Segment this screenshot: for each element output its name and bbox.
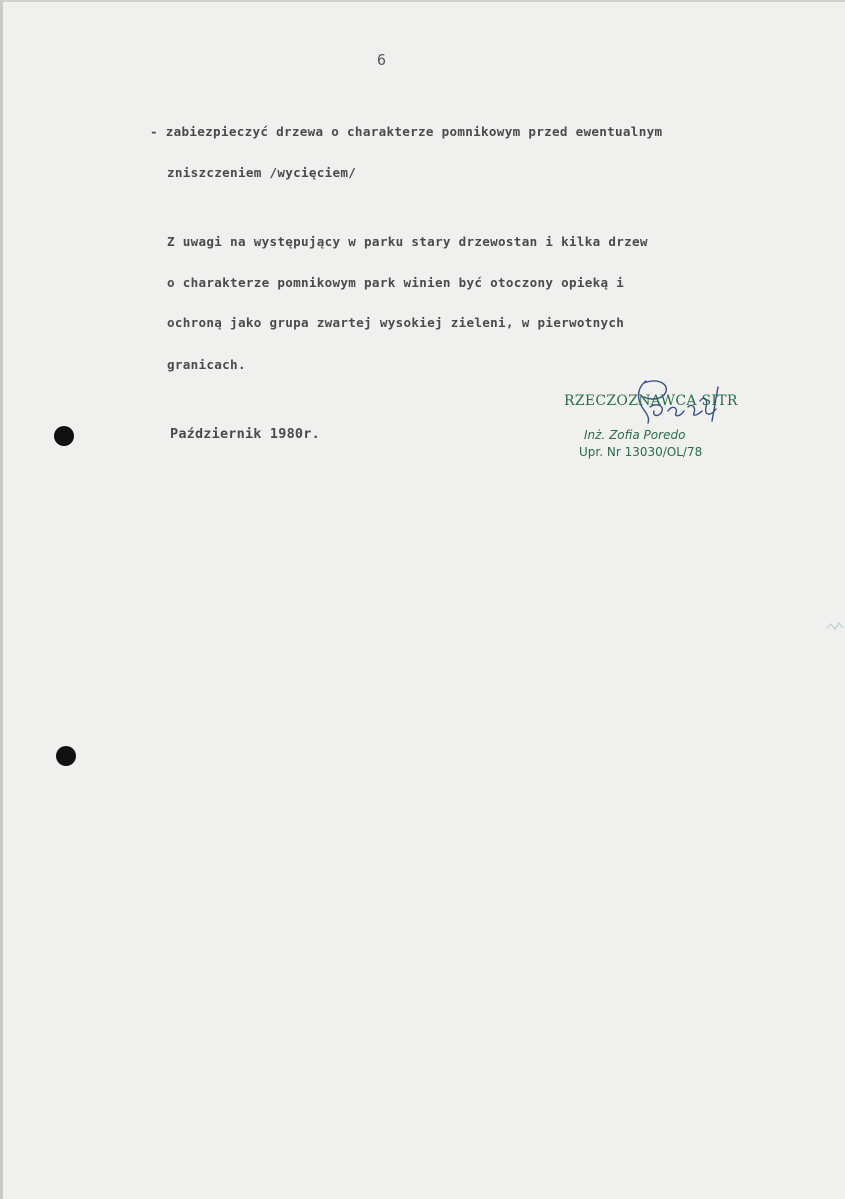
text-line-5: ochroną jako grupa zwartej wysokiej zieleni, w pierwotnych: [167, 315, 625, 330]
text-line-6: granicach.: [167, 357, 246, 372]
expert-stamp: [548, 377, 748, 467]
text-line-1: - zabiezpieczyć drzewa o charakterze pomnikowym przed ewentualnym: [150, 124, 663, 139]
stamp-name: Inż. Zofia Poredo: [584, 428, 686, 442]
punch-hole-upper: [54, 426, 74, 446]
document-date: Październik 1980r.: [170, 426, 320, 442]
stamp-registration: Upr. Nr 13030/OL/78: [579, 445, 703, 459]
text-line-3: Z uwagi na występujący w parku stary drzewostan i kilka drzew: [167, 234, 648, 249]
stamp-title: RZECZOZNAWCA SITR: [564, 393, 738, 409]
punch-hole-lower: [56, 746, 76, 766]
text-line-2: zniszczeniem /wycięciem/: [167, 165, 357, 180]
text-line-4: o charakterze pomnikowym park winien być otoczony opieką i: [167, 275, 625, 290]
page-number: 6: [377, 51, 387, 69]
paper-speck: [825, 620, 845, 636]
